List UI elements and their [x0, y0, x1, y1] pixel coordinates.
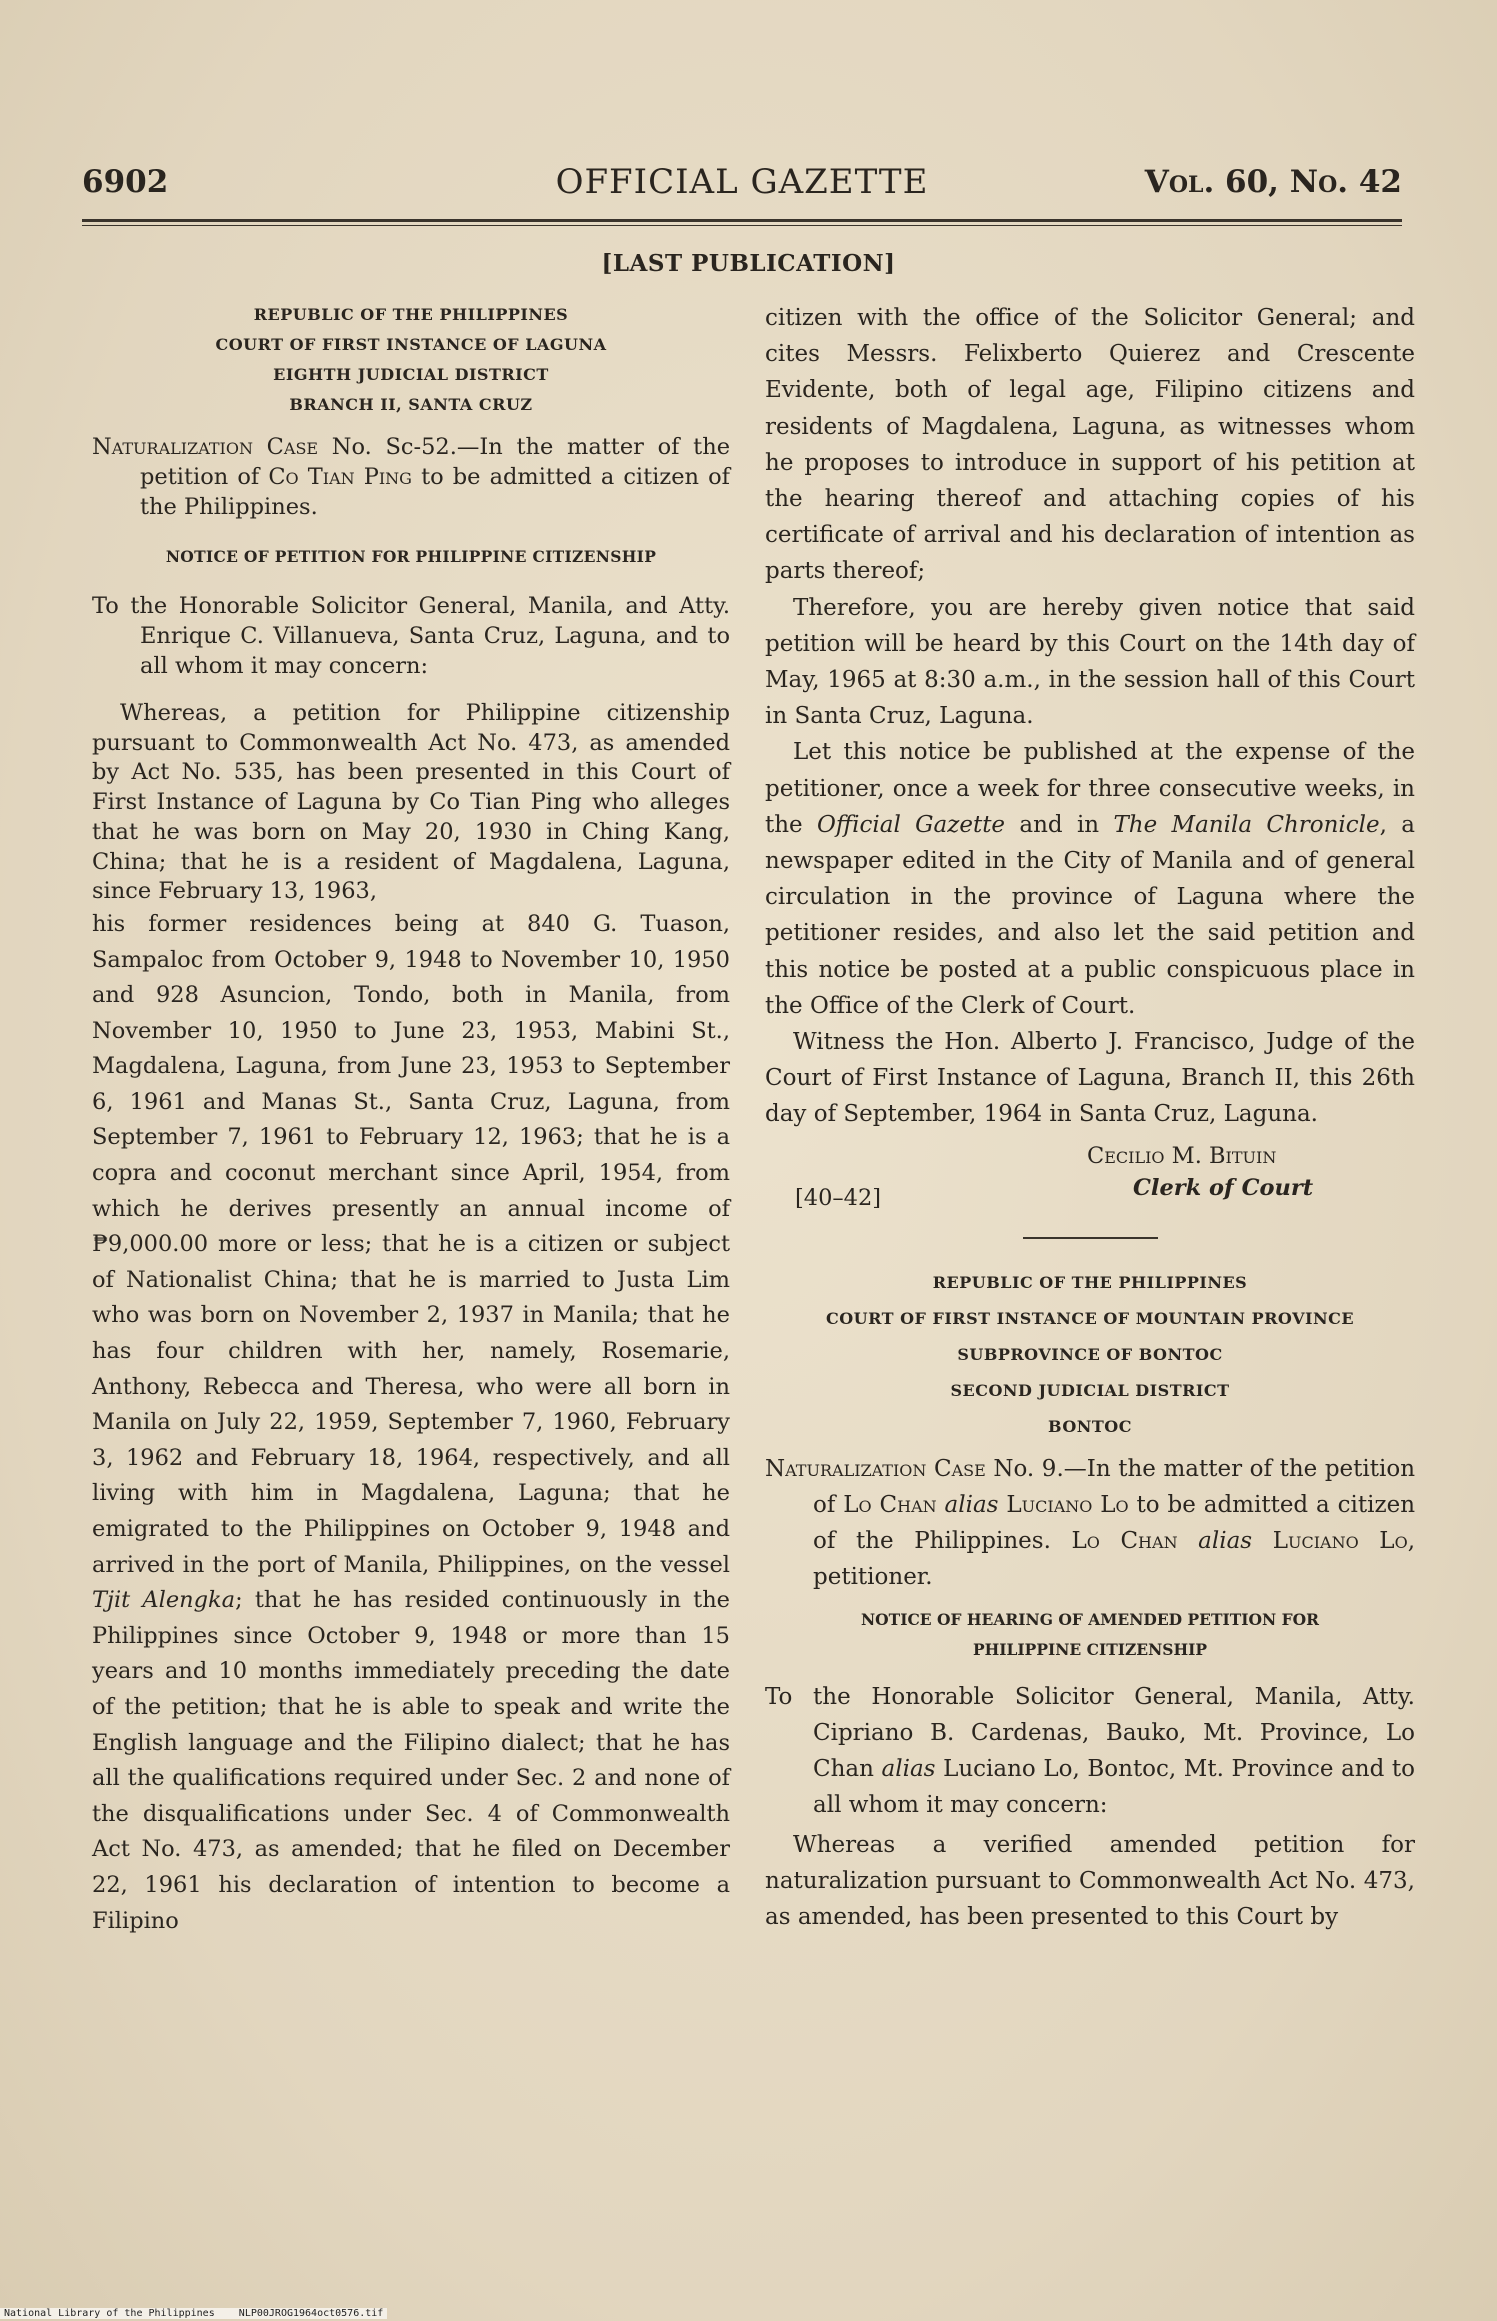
- alias-word: alias: [1198, 1527, 1253, 1554]
- left-column: [92, 300, 730, 1939]
- therefore-paragraph: Therefore, you are hereby given notice that said petition will be heard by this Court on the 14th day of May, 1965 at 8:30 a.m., in the session hall of this Court in Santa Cruz, Laguna.: [765, 594, 1415, 730]
- body-text: ; that he has resided continuously in the Philippines since October 9, 1948 or more than 15 years and 10 months immediately preceding the date of the petition; that he is able to speak and write the English language and the Filipino dialect; that he has all the qualifications required under Sec. 2 and none of the disqualifications under Sec. 4 of Commonwealth Act No. 473, as amended; that he filed on December 22, 1961 his declaration of intention to become a Filipino: [92, 1587, 730, 1934]
- addressee-paragraph-2: [765, 1679, 1415, 1823]
- case-label: Naturalization Case: [765, 1455, 986, 1482]
- page-number: 6902: [82, 164, 169, 200]
- court-line: BONTOC: [1048, 1416, 1132, 1436]
- petitioner-name: Lo Chan: [843, 1491, 937, 1518]
- petitioner-name: Lo Chan: [1071, 1527, 1178, 1554]
- header-rule: [82, 219, 1402, 222]
- gazette-name: Official Gazette: [817, 811, 1006, 838]
- case-number: No. 9.: [993, 1455, 1064, 1482]
- signer-title: Clerk of Court: [1133, 1174, 1314, 1201]
- court-line: REPUBLIC OF THE PHILIPPINES: [932, 1272, 1248, 1292]
- notice-heading-2: [765, 1605, 1415, 1665]
- witness-paragraph: Witness the Hon. Alberto J. Francisco, Judge of the Court of First Instance of Laguna, Branch II, this 26th day of September, 1964 in Santa Cruz, Laguna.: [765, 1029, 1415, 1128]
- petitioner-name: Co Tian Ping: [268, 464, 412, 490]
- signer-name: Cecilio M. Bituin: [1087, 1142, 1277, 1169]
- volume-label: Vol. 60, No. 42: [1144, 164, 1402, 200]
- scan-footer: National Library of the Philippines NLP00JROG1964oct0576.tif: [0, 2308, 387, 2319]
- body-text: Luciano Lo, Bontoc, Mt. Province and to all whom it may concern:: [813, 1755, 1415, 1818]
- case-text: —In the matter of the petition of: [140, 434, 731, 490]
- section-divider: [1023, 1237, 1158, 1239]
- issue-reference: [40–42]: [795, 1184, 882, 1211]
- alias-word: alias: [944, 1491, 999, 1518]
- petitioner-alias: Luciano Lo: [1272, 1527, 1408, 1554]
- newspaper-name: The Manila Chronicle: [1113, 811, 1380, 838]
- whereas-paragraph: Whereas, a petition for Philippine citizenship pursuant to Commonwealth Act No. 473, as amended by Act No. 535, has been presented in this Court of First Instance of Laguna by Co Tian Ping who alleges that he was born on May 20, 1930 in Ching Kang, China; that he is a resident of Magdalena, Laguna, since February 13, 1963,: [92, 700, 730, 905]
- court-line: REPUBLIC OF THE PHILIPPINES: [253, 305, 569, 324]
- case-text: —In the matter of the petition of: [813, 1455, 1416, 1518]
- court-line: SECOND JUDICIAL DISTRICT: [950, 1380, 1230, 1400]
- continuation-paragraph: citizen with the office of the Solicitor General; and cites Messrs. Felixberto Quierez and Crescente Evidente, both of legal age, Filipino citizens and residents of Magdalena, Laguna, as witnesses whom he proposes to introduce in support of his petition at the hearing thereof and attaching copies of his certificate of arrival and his declaration of intention as parts thereof;: [765, 305, 1415, 585]
- last-publication-banner: [LAST PUBLICATION]: [601, 250, 896, 277]
- court-heading-2: [765, 1265, 1415, 1445]
- publication-title: OFFICIAL GAZETTE: [555, 162, 929, 202]
- case-number: No. Sc-52.: [331, 434, 457, 460]
- court-line: BRANCH II, SANTA CRUZ: [289, 395, 533, 414]
- notice-heading-line: NOTICE OF HEARING OF AMENDED PETITION FOR: [861, 1609, 1319, 1629]
- case-text: , petitioner.: [813, 1527, 1415, 1590]
- petitioner-alias: Luciano Lo: [1006, 1491, 1129, 1518]
- case-text: to be admitted a citizen of the Philippines.: [813, 1491, 1416, 1554]
- whereas-paragraph-2: Whereas a verified amended petition for naturalization pursuant to Commonwealth Act No. 473, as amended, has been presented to this Court by: [765, 1831, 1415, 1931]
- court-line: SUBPROVINCE OF BONTOC: [957, 1344, 1223, 1364]
- publication-paragraph: [765, 734, 1415, 1024]
- right-column: [765, 300, 1415, 1935]
- court-heading: [92, 300, 730, 420]
- court-line: COURT OF FIRST INSTANCE OF LAGUNA: [215, 335, 607, 354]
- whereas-paragraph-continued: [92, 907, 730, 1939]
- alias-word: alias: [881, 1755, 936, 1782]
- page-header: [82, 160, 1402, 210]
- body-text: , a newspaper edited in the City of Manila and of general circulation in the province of Laguna where the petitioner resides, and also let the said petition and this notice be posted at a public conspicuous place in the Office of the Clerk of Court.: [765, 811, 1415, 1019]
- body-text: Let this notice be published at the expense of the petitioner, once a week for three consecutive weeks, in the: [765, 739, 1415, 838]
- body-text: his former residences being at 840 G. Tuason, Sampaloc from October 9, 1948 to November 10, 1950 and 928 Asuncion, Tondo, both in Manila, from November 10, 1950 to June 23, 1953, Mabini St., Magdalena, Laguna, from June 23, 1953 to September 6, 1961 and Manas St., Santa Cruz, Laguna, from September 7, 1961 to February 12, 1963; that he is a copra and coconut merchant since April, 1954, from which he derives presently an annual income of ₱9,000.00 more or less; that he is a citizen or subject of Nationalist China; that he is married to Justa Lim who was born on November 2, 1937 in Manila; that he has four children with her, namely, Rosemarie, Anthony, Rebecca and Theresa, who were all born in Manila on July 22, 1959, September 7, 1960, February 3, 1962 and February 18, 1964, respectively, and all living with him in Magdalena, Laguna; that he emigrated to the Philippines on October 9, 1948 and arrived in the port of Manila, Philippines, on the vessel: [92, 910, 730, 1578]
- header-rule-thin: [82, 225, 1402, 226]
- notice-heading-line: PHILIPPINE CITIZENSHIP: [972, 1639, 1208, 1659]
- addressee-paragraph: To the Honorable Solicitor General, Manila, and Atty. Enrique C. Villanueva, Santa Cruz, Laguna, and to all whom it may concern:: [92, 593, 730, 679]
- vessel-name: Tjit Alengka: [92, 1587, 236, 1614]
- signature-block: [765, 1143, 1415, 1215]
- court-line: EIGHTH JUDICIAL DISTRICT: [273, 365, 549, 384]
- case-title-2: [765, 1451, 1415, 1595]
- case-label: Naturalization Case: [92, 434, 319, 460]
- body-text: and in: [1005, 811, 1114, 838]
- body-text: To the Honorable Solicitor General, Manila, Atty. Cipriano B. Cardenas, Bauko, Mt. Province, Lo Chan: [765, 1683, 1415, 1782]
- case-title: [92, 432, 730, 522]
- case-text: to be admitted a citizen of the Philippines.: [140, 464, 730, 520]
- court-line: COURT OF FIRST INSTANCE OF MOUNTAIN PROVINCE: [825, 1308, 1355, 1328]
- notice-heading: NOTICE OF PETITION FOR PHILIPPINE CITIZENSHIP: [165, 547, 657, 566]
